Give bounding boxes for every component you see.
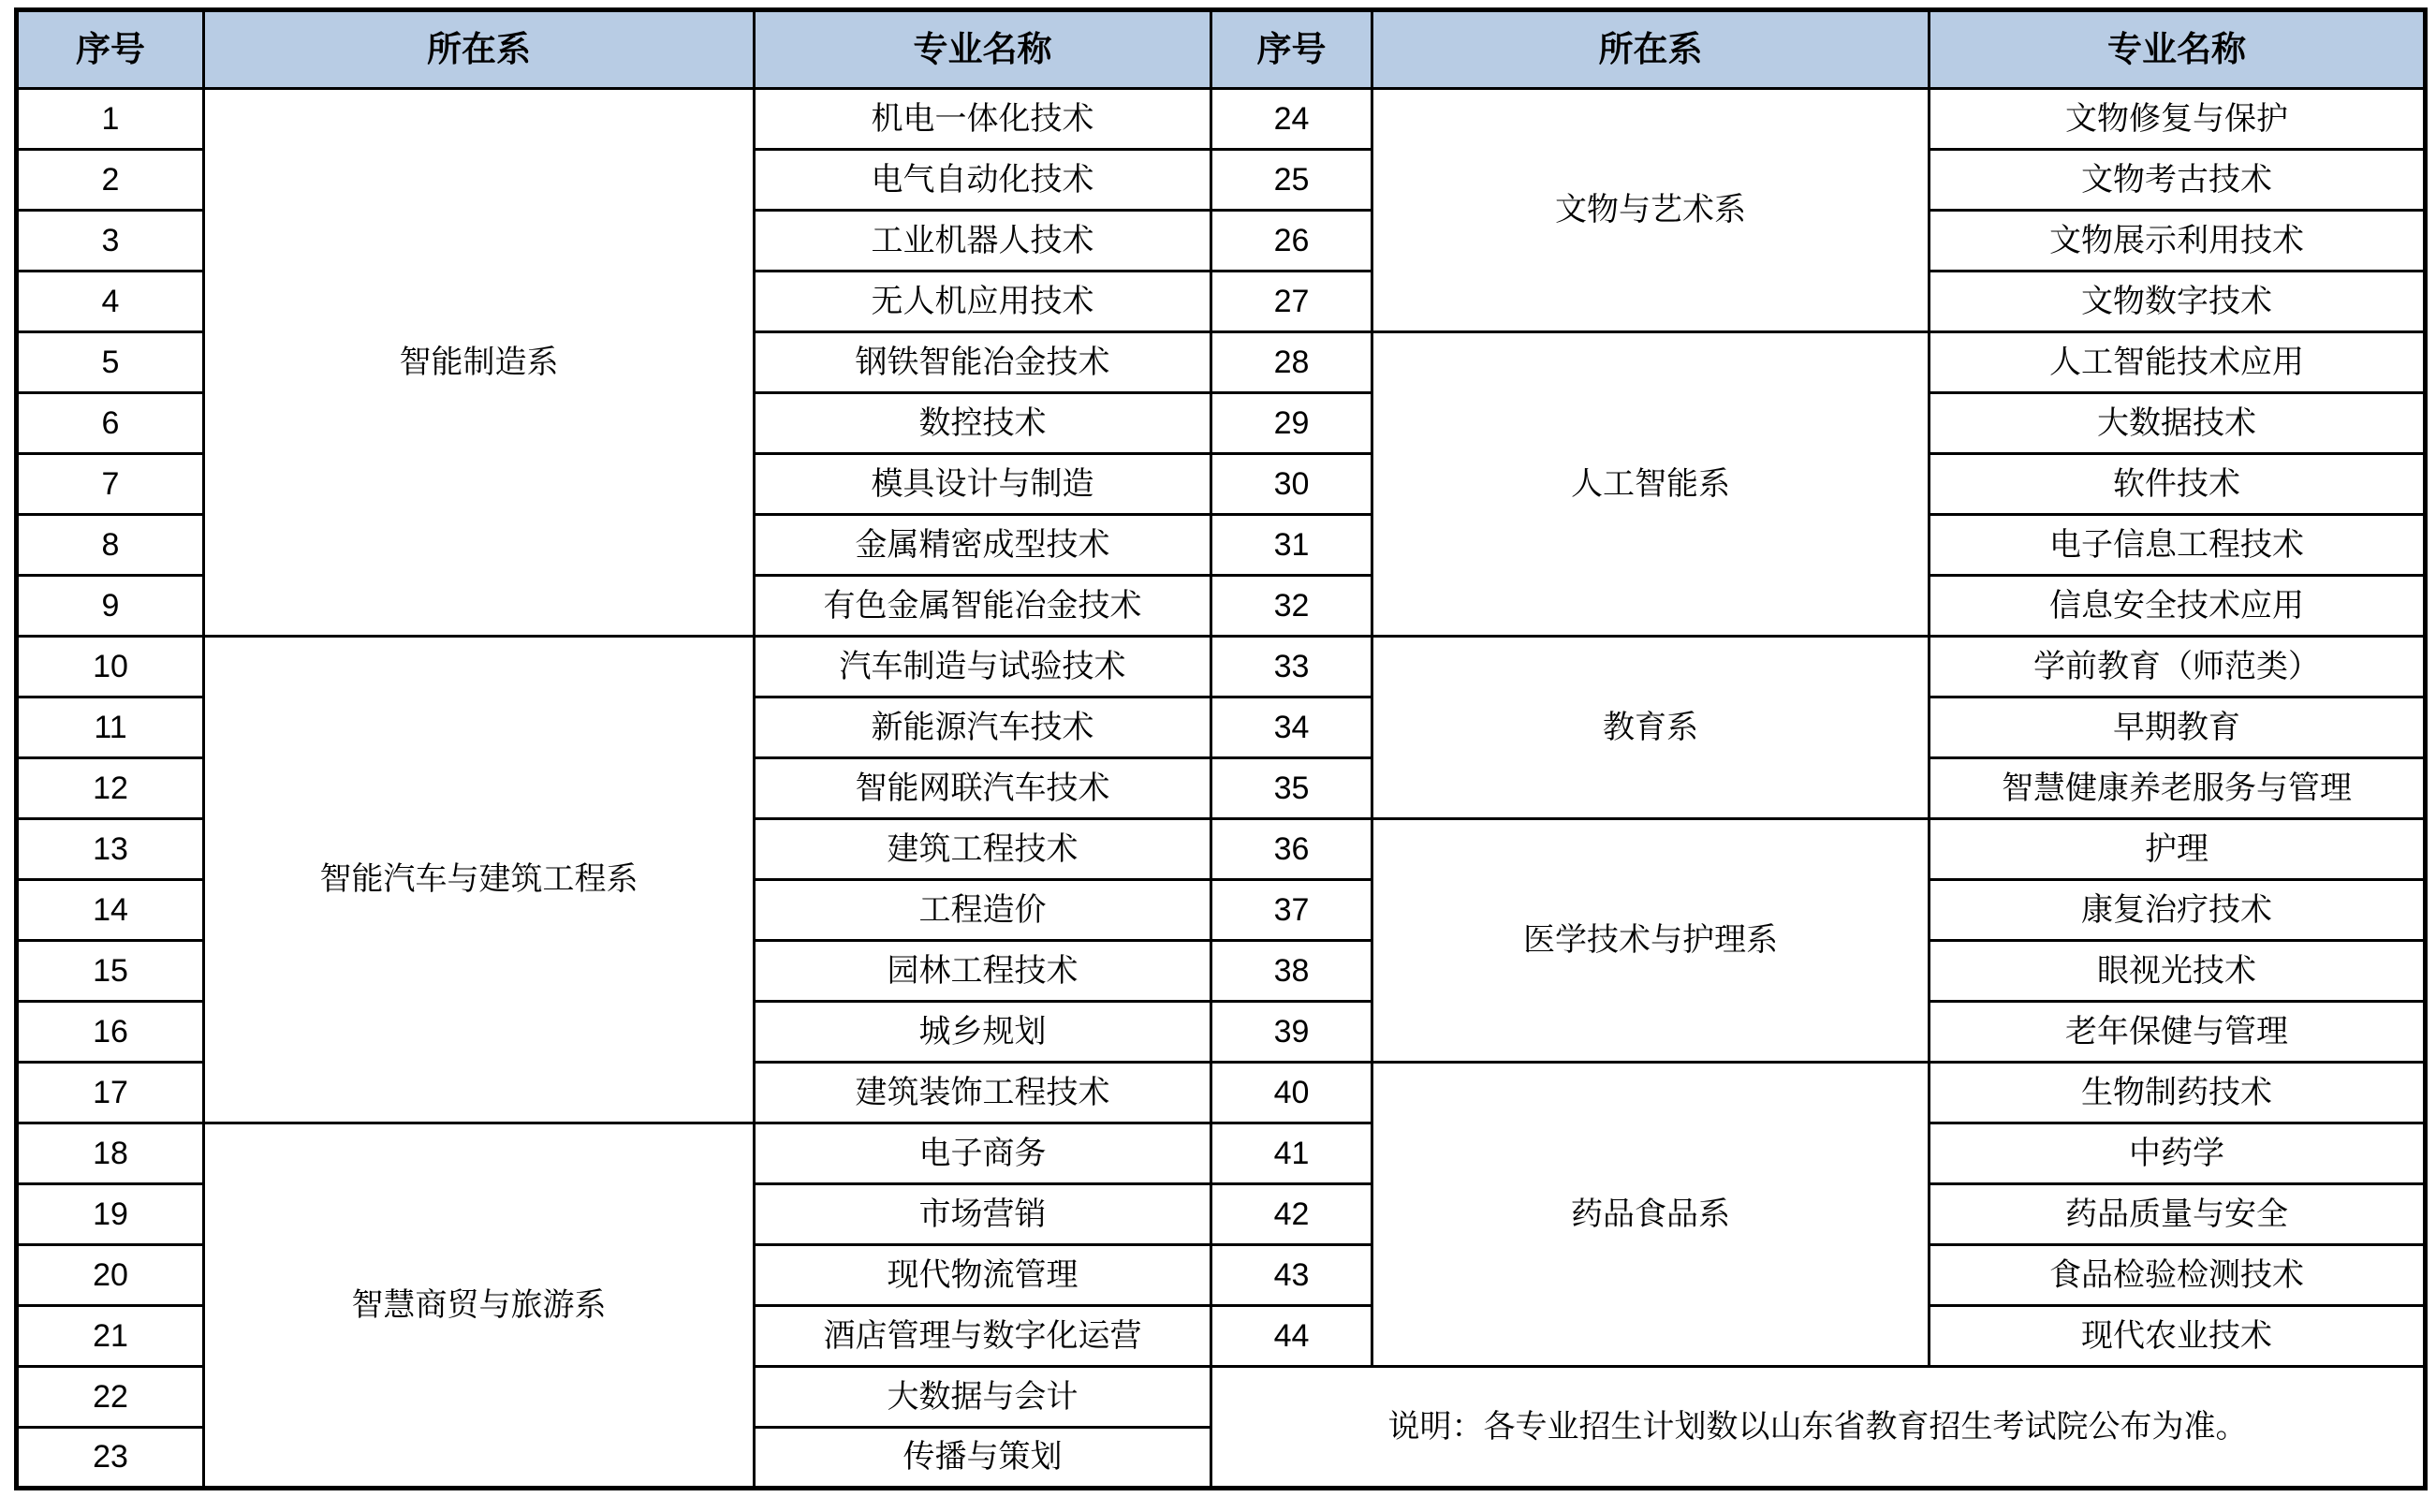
major-cell: 护理 [1930,819,2426,880]
major-cell: 园林工程技术 [755,941,1211,1002]
seq-cell: 24 [1211,89,1372,150]
major-cell: 建筑工程技术 [755,819,1211,880]
note-cell: 说明：各专业招生计划数以山东省教育招生考试院公布为准。 [1211,1367,2426,1489]
page [0,7,2436,1512]
major-cell: 文物考古技术 [1930,150,2426,211]
header-seq-right: 序号 [1211,10,1372,89]
major-cell: 中药学 [1930,1123,2426,1184]
major-cell: 学前教育（师范类） [1930,637,2426,697]
header-dept-right: 所在系 [1372,10,1930,89]
major-cell: 酒店管理与数字化运营 [755,1306,1211,1367]
seq-cell: 19 [17,1184,204,1245]
major-cell: 生物制药技术 [1930,1063,2426,1123]
major-cell: 大数据与会计 [755,1367,1211,1428]
major-cell: 建筑装饰工程技术 [755,1063,1211,1123]
seq-cell: 42 [1211,1184,1372,1245]
major-cell: 市场营销 [755,1184,1211,1245]
seq-cell: 41 [1211,1123,1372,1184]
seq-cell: 9 [17,576,204,637]
major-cell: 机电一体化技术 [755,89,1211,150]
major-cell: 智慧健康养老服务与管理 [1930,758,2426,819]
seq-cell: 40 [1211,1063,1372,1123]
dept-cell-artificial-intelligence: 人工智能系 [1372,332,1930,637]
major-cell: 钢铁智能冶金技术 [755,332,1211,393]
seq-cell: 15 [17,941,204,1002]
major-cell: 药品质量与安全 [1930,1184,2426,1245]
seq-cell: 37 [1211,880,1372,941]
seq-cell: 34 [1211,697,1372,758]
seq-cell: 2 [17,150,204,211]
major-cell: 工业机器人技术 [755,211,1211,272]
seq-cell: 36 [1211,819,1372,880]
seq-cell: 44 [1211,1306,1372,1367]
major-cell: 现代农业技术 [1930,1306,2426,1367]
major-cell: 眼视光技术 [1930,941,2426,1002]
seq-cell: 39 [1211,1002,1372,1063]
seq-cell: 33 [1211,637,1372,697]
table-row [17,637,2426,697]
seq-cell: 1 [17,89,204,150]
seq-cell: 22 [17,1367,204,1428]
dept-cell-smart-vehicle-construction: 智能汽车与建筑工程系 [204,637,755,1123]
header-seq-left: 序号 [17,10,204,89]
seq-cell: 16 [17,1002,204,1063]
seq-cell: 25 [1211,150,1372,211]
major-cell: 金属精密成型技术 [755,515,1211,576]
major-cell: 有色金属智能冶金技术 [755,576,1211,637]
dept-cell-medical-nursing: 医学技术与护理系 [1372,819,1930,1063]
seq-cell: 28 [1211,332,1372,393]
header-major-left: 专业名称 [755,10,1211,89]
seq-cell: 14 [17,880,204,941]
seq-cell: 13 [17,819,204,880]
major-cell: 数控技术 [755,393,1211,454]
major-cell: 食品检验检测技术 [1930,1245,2426,1306]
seq-cell: 3 [17,211,204,272]
seq-cell: 38 [1211,941,1372,1002]
dept-cell-pharmaceutical-food: 药品食品系 [1372,1063,1930,1367]
major-cell: 汽车制造与试验技术 [755,637,1211,697]
seq-cell: 12 [17,758,204,819]
dept-cell-smart-commerce-tourism: 智慧商贸与旅游系 [204,1123,755,1489]
major-cell: 文物数字技术 [1930,272,2426,332]
major-cell: 工程造价 [755,880,1211,941]
seq-cell: 43 [1211,1245,1372,1306]
table-row [17,1123,2426,1184]
seq-cell: 6 [17,393,204,454]
seq-cell: 21 [17,1306,204,1367]
header-dept-left: 所在系 [204,10,755,89]
seq-cell: 5 [17,332,204,393]
major-cell: 城乡规划 [755,1002,1211,1063]
majors-table [14,7,2428,1490]
major-cell: 人工智能技术应用 [1930,332,2426,393]
seq-cell: 27 [1211,272,1372,332]
major-cell: 传播与策划 [755,1428,1211,1489]
major-cell: 文物修复与保护 [1930,89,2426,150]
seq-cell: 31 [1211,515,1372,576]
seq-cell: 18 [17,1123,204,1184]
major-cell: 模具设计与制造 [755,454,1211,515]
major-cell: 早期教育 [1930,697,2426,758]
major-cell: 新能源汽车技术 [755,697,1211,758]
major-cell: 老年保健与管理 [1930,1002,2426,1063]
seq-cell: 23 [17,1428,204,1489]
major-cell: 现代物流管理 [755,1245,1211,1306]
major-cell: 电气自动化技术 [755,150,1211,211]
seq-cell: 26 [1211,211,1372,272]
major-cell: 智能网联汽车技术 [755,758,1211,819]
seq-cell: 17 [17,1063,204,1123]
seq-cell: 20 [17,1245,204,1306]
major-cell: 大数据技术 [1930,393,2426,454]
major-cell: 电子商务 [755,1123,1211,1184]
header-major-right: 专业名称 [1930,10,2426,89]
table-row [17,89,2426,150]
seq-cell: 11 [17,697,204,758]
dept-cell-cultural-relics-art: 文物与艺术系 [1372,89,1930,332]
major-cell: 信息安全技术应用 [1930,576,2426,637]
seq-cell: 10 [17,637,204,697]
major-cell: 软件技术 [1930,454,2426,515]
seq-cell: 30 [1211,454,1372,515]
header-row [17,10,2426,89]
dept-cell-intelligent-manufacturing: 智能制造系 [204,89,755,637]
seq-cell: 4 [17,272,204,332]
major-cell: 文物展示利用技术 [1930,211,2426,272]
seq-cell: 29 [1211,393,1372,454]
seq-cell: 7 [17,454,204,515]
seq-cell: 35 [1211,758,1372,819]
major-cell: 无人机应用技术 [755,272,1211,332]
major-cell: 康复治疗技术 [1930,880,2426,941]
major-cell: 电子信息工程技术 [1930,515,2426,576]
dept-cell-education: 教育系 [1372,637,1930,819]
seq-cell: 32 [1211,576,1372,637]
seq-cell: 8 [17,515,204,576]
